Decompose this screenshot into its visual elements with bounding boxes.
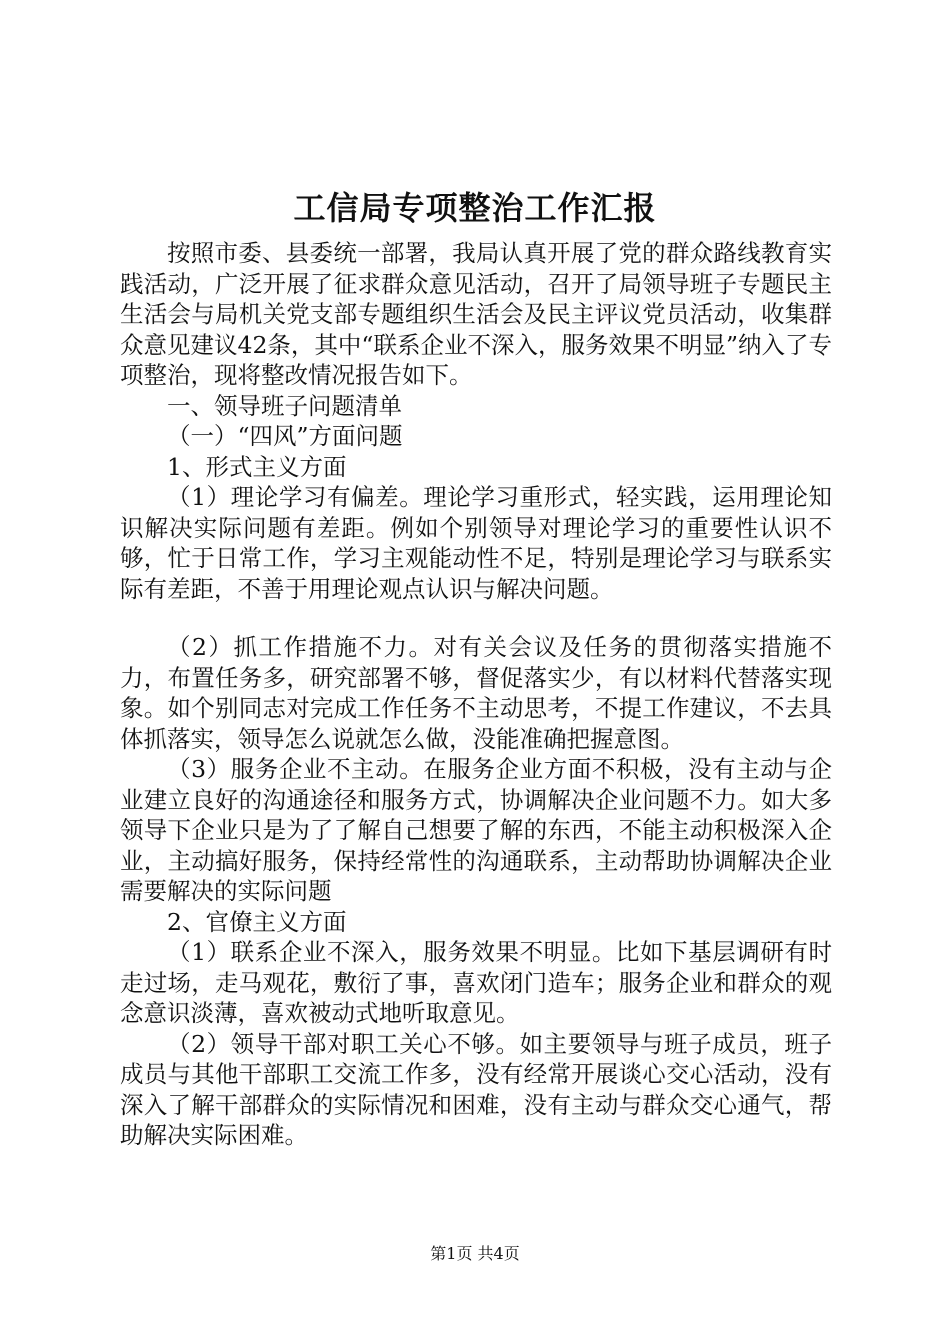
body-paragraph: （1）联系企业不深入，服务效果不明显。比如下基层调研有时走过场，走马观花，敷衍了事，喜欢闭门造车；服务企业和群众的观念意识淡薄，喜欢被动式地听取意见。 [120,938,832,1027]
body-paragraph: （2）领导干部对职工关心不够。如主要领导与班子成员，班子成员与其他干部职工交流工作多，没有经常开展谈心交心活动，没有深入了解干部群众的实际情况和困难，没有主动与群众交心通气，帮助解决实际困难。 [120,1029,832,1149]
document-title: 工信局专项整治工作汇报 [293,189,657,227]
subsection-heading: （一）“四风”方面问题 [167,422,403,450]
document-body [120,238,832,1151]
section-heading: 一、领导班子问题清单 [167,391,402,420]
item-heading: 1、形式主义方面 [167,452,347,481]
item-heading: 2、官僚主义方面 [167,907,347,936]
body-paragraph: （3）服务企业不主动。在服务企业方面不积极，没有主动与企业建立良好的沟通途径和服务方式，协调解决企业问题不力。如大多领导下企业只是为了了解自己想要了解的东西，不能主动积极深入企业，主动搞好服务，保持经常性的沟通联系，主动帮助协调解决企业需要解决的实际问题 [120,755,832,905]
page-number: 第1页 共4页 [430,1244,520,1263]
intro-paragraph: 按照市委、县委统一部署，我局认真开展了党的群众路线教育实践活动，广泛开展了征求群众意见活动，召开了局领导班子专题民主生活会与局机关党支部专题组织生活会及民主评议党员活动，收集群众意见建议42条，其中“联系企业不深入，服务效果不明显”纳入了专项整治，现将整改情况报告如下。 [120,239,832,389]
body-paragraph: （2）抓工作措施不力。对有关会议及任务的贯彻落实措施不力，布置任务多，研究部署不够，督促落实少，有以材料代替落实现象。如个别同志对完成工作任务不主动思考，不提工作建议，不去具体抓落实，领导怎么说就怎么做，没能准确把握意图。 [120,633,832,753]
body-paragraph: （1）理论学习有偏差。理论学习重形式，轻实践，运用理论知识解决实际问题有差距。例如个别领导对理论学习的重要性认识不够，忙于日常工作，学习主观能动性不足，特别是理论学习与联系实际有差距，不善于用理论观点认识与解决问题。 [120,483,832,603]
